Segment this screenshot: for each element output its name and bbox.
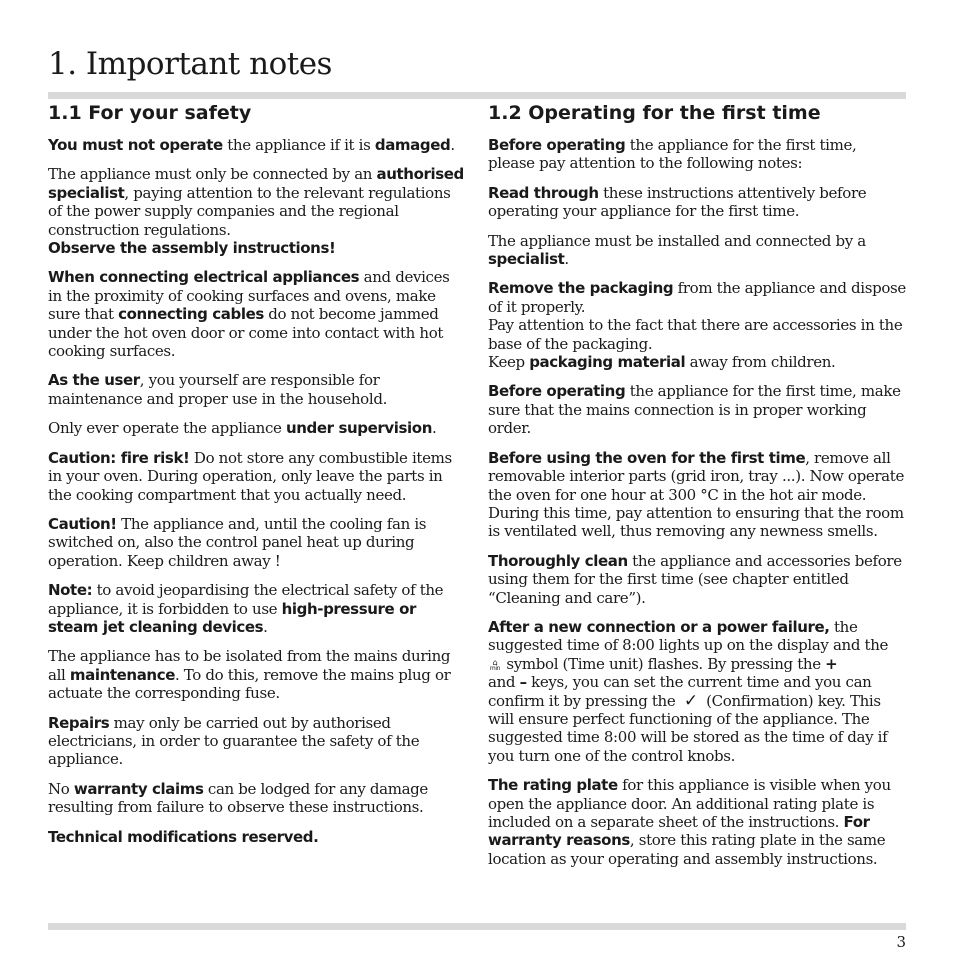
page-title: 1. Important notes — [48, 46, 332, 82]
paragraph-thoroughly-clean: Thoroughly clean the appliance and accessories before using them for the first time (see chapter entitled “Cleaning and care”). — [488, 551, 902, 607]
page-number: 3 — [896, 933, 906, 951]
paragraph-repairs: Repairs may only be carried out by authorised electricians, in order to guarantee the safety of the appliance. — [48, 713, 420, 769]
paragraph-maintenance: The appliance has to be isolated from the mains during all maintenance. To do this, remove the mains plug or actuate the corresponding fuse. — [48, 647, 451, 703]
paragraph-warranty-claims: No warranty claims can be lodged for any damage resulting from failure to observe these instructions. — [48, 779, 428, 817]
paragraph-power-failure: After a new connection or a power failure, the suggested time of 8:00 lights up on the display and the ⌂ min symbol (Time unit) flashes. By pressing the + and – keys, you can set the current time and you can confirm it by pressing the ✓ (Confirmation) key. This will ensure perfect functioning of the appliance. The suggested time 8:00 will be stored as the time of day if you turn one of the control knobs. — [488, 617, 889, 765]
header-rule — [48, 92, 906, 99]
paragraph-modifications: Technical modifications reserved. — [48, 827, 319, 846]
paragraph-caution-heat: Caution! The appliance and, until the cooling fan is switched on, also the control panel heat up during operation. Keep children away ! — [48, 514, 427, 570]
paragraph-note-cleaning: Note: to avoid jeopardising the electrical safety of the appliance, it is forbidden to use high-pressure or steam jet cleaning devices. — [48, 581, 444, 636]
paragraph-authorised-specialist: The appliance must only be connected by an authorised specialist, paying attention to the relevant regulations of the power supply companies and the regional construction regulations. Observe the assembly instructions! — [48, 165, 464, 258]
paragraph-mains-connection: Before operating the appliance for the first time, make sure that the mains connection is in proper working order. — [488, 382, 901, 438]
safety-section — [48, 101, 466, 857]
check-icon: ✓ — [683, 690, 698, 711]
paragraph-before-operating-notes: Before operating the appliance for the first time, please pay attention to the following notes: — [488, 136, 857, 173]
safety-heading: 1.1 For your safety — [48, 102, 252, 124]
paragraph-packaging: Remove the packaging from the appliance and dispose of it properly. Pay attention to the fact that there are accessories in the base of the packaging. Keep packaging material away from children. — [488, 279, 906, 372]
first-time-heading: 1.2 Operating for the first time — [488, 102, 821, 124]
paragraph-specialist: The appliance must be installed and connected by a specialist. — [488, 231, 866, 269]
paragraph-supervision: Only ever operate the appliance under supervision. — [48, 419, 437, 438]
paragraph-read-through: Read through these instructions attentively before operating your appliance for the first time. — [488, 183, 867, 221]
paragraph-as-the-user: As the user, you yourself are responsible for maintenance and proper use in the household. — [48, 371, 387, 408]
paragraph-first-use: Before using the oven for the first time, remove all removable interior parts (grid iron, tray ...). Now operate the oven for one hour at 300 °C in the hot air mode. During this time, pay attention to ensuring that the room is ventilated well, thus removing any newness smells. — [488, 448, 904, 541]
plus-key-symbol: + — [825, 654, 838, 673]
paragraph-do-not-operate: You must not operate the appliance if it is damaged. — [48, 136, 455, 154]
time-unit-icon: ⌂ min — [489, 657, 501, 672]
minus-key-symbol: – — [519, 673, 527, 692]
paragraph-connecting-appliances: When connecting electrical appliances and devices in the proximity of cooking surfaces and ovens, make sure that connecting cables do not become jammed under the hot oven door or come into contact with hot cooking surfaces. — [48, 268, 450, 361]
paragraph-fire-risk: Caution: fire risk! Do not store any combustible items in your oven. During operation, only leave the parts in the cooking compartment that you actually need. — [48, 448, 452, 504]
first-time-section — [488, 101, 906, 879]
paragraph-rating-plate: The rating plate for this appliance is visible when you open the appliance door. An additional rating plate is included on a separate sheet of the instructions. For warranty reasons, store this rating plate in the same location as your operating and assembly instructions. — [488, 776, 891, 868]
footer-rule — [48, 923, 906, 930]
